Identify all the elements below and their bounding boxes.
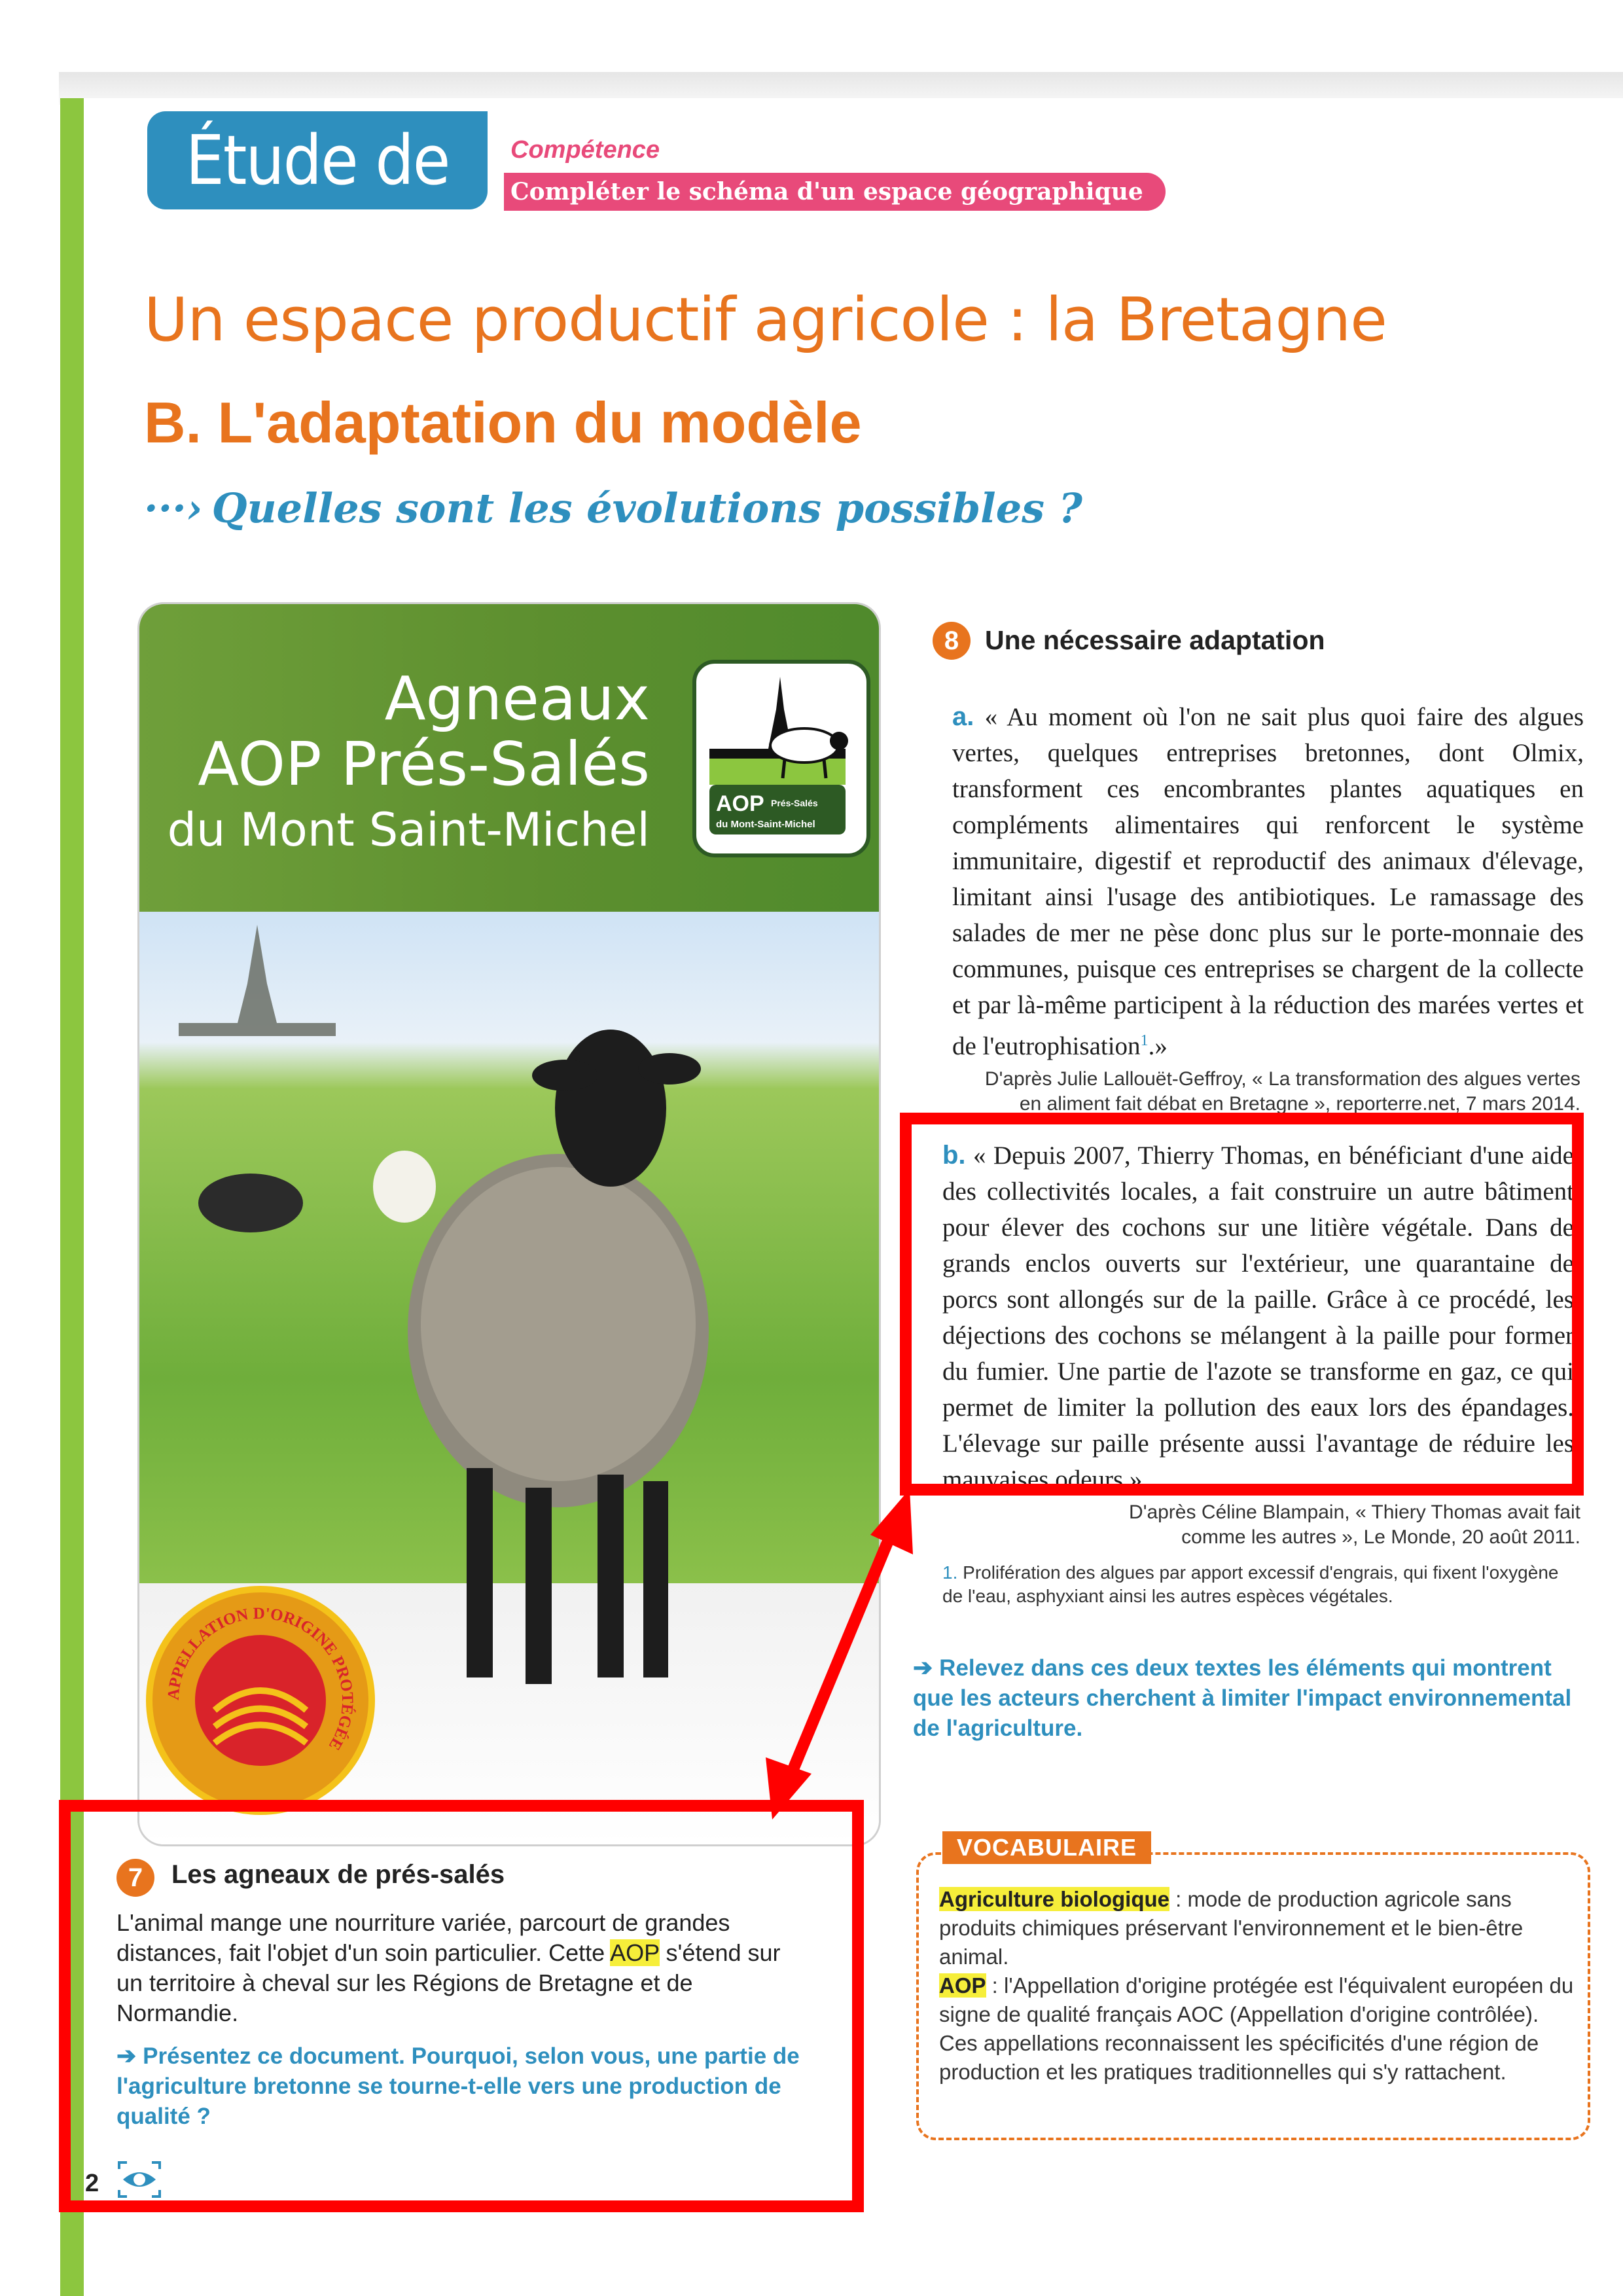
annotation-box-doc7	[59, 1800, 864, 2212]
doc7-text-after: s'étend sur un territoire à cheval sur les Régions de Bretagne et de Normandie.	[116, 1939, 781, 2026]
doc8-task-text: Relevez dans ces deux textes les éléments qui montrent que les acteurs cherchent à limiter l'impact environnemental de l'agriculture.	[913, 1655, 1572, 1741]
task-arrow-icon: ➔	[913, 1654, 933, 1681]
annotation-box-doc8b	[900, 1113, 1584, 1496]
doc8a-letter: a.	[952, 702, 974, 731]
doc8a-footnote-ref: 1	[1140, 1032, 1149, 1049]
doc8b-quote: « Depuis 2007, Thierry Thomas, en bénéficiant d'une aide des collectivités locales, a fait construire un autre bâtiment pour élever des cochons sur une litière végétale. Dans de grands enclos ouverts sur l'extérieur, une quarantaine de porcs sont allongés sur de la paille. Grâce à ce procédé, les déjections des cochons se mélangent à la paille pour former du fumier. Une partie de l'azote se transforme en gaz, ce qui permet de limiter la pollution des eaux lors des épandages. L'élevage sur paille présente aussi l'avantage de réduire les mauvaises odeurs.»	[942, 1141, 1574, 1494]
poster-title-line3: du Mont Saint-Michel	[167, 803, 650, 857]
aop-logo	[692, 660, 870, 857]
vocab-def-aop: : l'Appellation d'origine protégée est l'équivalent européen du signe de qualité français AOC (Appellation d'origine contrôlée). Ces appellations reconnaissent les spécificités d'une région de production et les pratiques traditionnelles qui s'y rattachent.	[939, 1973, 1574, 2084]
footnote-number: 1.	[942, 1562, 958, 1583]
doc7-task-text: Présentez ce document. Pourquoi, selon vous, une partie de l'agriculture bretonne se tourne-t-elle vers une production de qualité ?	[116, 2043, 800, 2129]
vocab-def-agriculture-bio: : mode de production agricole sans produits chimiques préservant l'environnement et le bien-être animal.	[939, 1887, 1524, 1969]
doc8b-source-line1: D'après Céline Blampain, « Thiery Thomas avait fait	[1129, 1501, 1580, 1523]
doc8a-source	[942, 1067, 1580, 1117]
page-title: Un espace productif agricole : la Bretagne	[144, 285, 1387, 355]
page-number: 2	[85, 2170, 99, 2197]
doc8b-letter: b.	[942, 1141, 966, 1170]
doc8a-source-line2: en aliment fait débat en Bretagne », reporterre.net, 7 mars 2014.	[1019, 1093, 1580, 1115]
etude-de-cas-tab: Étude de cas	[147, 111, 488, 209]
doc8-task	[913, 1653, 1587, 1744]
doc8a-source-line1: D'après Julie Lallouët-Geffroy, « La transformation des algues vertes	[984, 1068, 1580, 1090]
aop-logo-main: AOP	[716, 791, 764, 816]
aop-quality-seal	[146, 1586, 375, 1815]
poster-title-line1: Agneaux	[384, 664, 650, 734]
aop-poster	[137, 602, 881, 1846]
guiding-question-text: Quelles sont les évolutions possibles ?	[211, 484, 1082, 532]
doc8-number: 8	[933, 622, 971, 660]
aop-logo-sub1: Prés-Salés	[771, 798, 818, 808]
task-arrow-icon: ➔	[116, 2042, 137, 2069]
doc8a-text	[952, 699, 1584, 1064]
competence-pill: Compléter le schéma d'un espace géographique	[504, 173, 1166, 211]
aop-seal-text: APPELLATION D'ORIGINE PROTÉGÉE	[164, 1604, 357, 1753]
footnote-text: Prolifération des algues par apport excessif d'engrais, qui fixent l'oxygène de l'eau, asphyxiant ainsi les autres espèces végétales.	[942, 1562, 1559, 1606]
vocab-entry-1	[939, 1885, 1580, 1971]
poster-title-line2: AOP Prés-Salés	[198, 729, 650, 799]
doc8-title: Une nécessaire adaptation	[985, 625, 1325, 655]
doc8a-quote-end: .»	[1148, 1032, 1168, 1060]
guiding-question	[144, 484, 1082, 532]
aop-logo-graphic	[696, 664, 859, 846]
vocabulary-text	[939, 1885, 1580, 2087]
aop-logo-sub2: du Mont-Saint-Michel	[716, 819, 815, 830]
poster-title	[166, 666, 650, 863]
aop-seal-graphic	[152, 1592, 368, 1808]
doc7-number: 7	[116, 1859, 154, 1897]
vocabulary-label: VOCABULAIRE	[942, 1831, 1151, 1864]
doc7-aop-highlight: AOP	[610, 1939, 660, 1966]
doc7-title: Les agneaux de prés-salés	[171, 1860, 505, 1889]
vocab-entry-2	[939, 1971, 1580, 2087]
doc8b-source-line2: comme les autres », Le Monde, 20 août 2011.	[1181, 1526, 1580, 1548]
vocab-term-aop: AOP	[939, 1973, 986, 1998]
competence-label: Compétence	[510, 136, 660, 164]
dotted-arrow-icon: ···›	[144, 484, 203, 532]
doc8a-quote: « Au moment où l'on ne sait plus quoi faire des algues vertes, quelques entreprises bretonnes, dont Olmix, transforment ces encombrantes plantes aquatiques en compléments alimentaires qui renforcent le système immunitaire, digestif et reproductif des animaux d'élevage, limitant ainsi l'usage des antibiotiques. Le ramassage des salades de mer ne pèse donc plus sur le porte-monnaie des communes, puisque ces entreprises se chargent de la collecte et par là-même participent à la réduction des marées vertes et de l'eutrophisation	[952, 703, 1584, 1060]
doc8b-source	[942, 1500, 1580, 1550]
section-title: B. L'adaptation du modèle	[144, 390, 862, 455]
doc7-text-before: L'animal mange une nourriture variée, parcourt de grandes distances, fait l'objet d'un soin particulier. Cette	[116, 1909, 730, 1966]
vocab-term-agriculture-bio: Agriculture biologique	[939, 1887, 1169, 1911]
footnote	[942, 1561, 1584, 1608]
